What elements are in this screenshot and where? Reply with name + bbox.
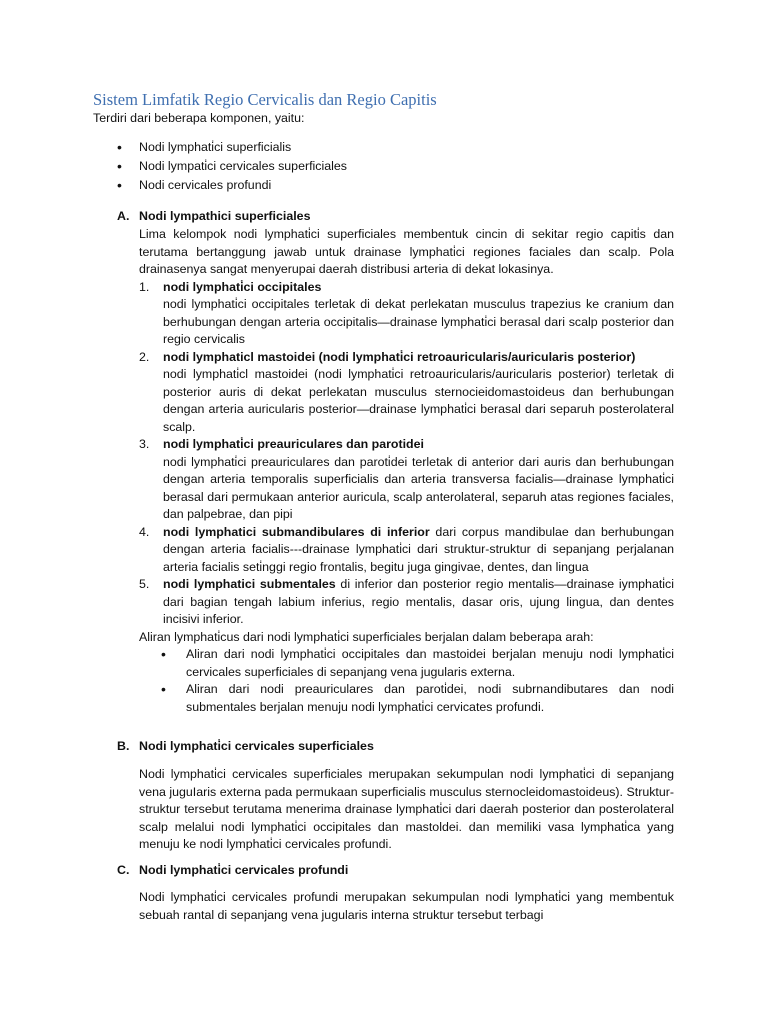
list-item [139, 576, 674, 629]
section-c-body [139, 889, 674, 924]
item-heading: nodi lymphati̇ci occipitales [163, 279, 322, 294]
flow-item: • Aliran dari nodi lymphati̇ci occipitales dan mastoidei berjalan menuju nodi lymphati̇ci cervicales superficiales di sepanjang vena jugularis externa. [139, 646, 674, 681]
item-text: dari corpus mandibulae dan berhubungan dengan arteria facialis---drainase lymphati̇ci dari struktur-struktur di sepanjang perjalanan arteria facialis seti̇nggi regio frontalis, begitu juga gingivae, dentes, dan lingua [163, 524, 674, 574]
component-item: • Nodi cervicales profundi [117, 176, 347, 195]
item-number: 1. [139, 279, 150, 294]
item-text: nodi lymphati̇ci preauriculares dan paroti̇dei terletak di anterior dari auris dan berhubungan dengan arteria temporalis superficialis dan arteria transversa facialis—drainase lymphati̇ci berasal dari permukaan anterior auricula, scalp anterolateral, separuh atas regiones faciales, dan palpebrae, dan pipi [163, 454, 674, 521]
component-item: • Nodi lympati̇ci cervicales superficiales [117, 157, 347, 176]
item-heading: nodi lymphaticl mastoidei (nodi lymphati̇ci retroauricularis/auricularis posterior) [163, 349, 636, 364]
item-text: nodi lymphati̇ci occipitales terletak di dekat perlekatan musculus trapezius ke cranium dan berhubungan dengan arteria occipitalis—drainase lymphati̇ci berasal dari scalp posterior dan regio cervicalis [163, 297, 674, 346]
component-list [117, 138, 347, 195]
section-letter: C. [117, 863, 130, 877]
list-item [139, 279, 674, 349]
section-c-heading [117, 862, 348, 879]
section-title: Nodi lympathici superficiales [139, 209, 311, 223]
item-number: 3. [139, 437, 150, 451]
section-a-body [139, 226, 674, 716]
section-a-heading [117, 208, 310, 225]
item-number: 5. [139, 577, 150, 591]
item-heading: nodi lymphatici submentales [163, 577, 336, 591]
item-number: 2. [139, 349, 150, 364]
flow-item: • Aliran dari nodi preauriculares dan paroti̇dei, nodi subrnandibutares dan nodi submentales berjalan menuju nodi lymphati̇ci cervicates profundi. [139, 681, 674, 716]
item-heading: nodi lymphati̇ci preauriculares dan parotidei [163, 437, 424, 451]
flow-intro: Aliran lymphati̇cus dari nodi lymphati̇ci superficiales berjalan dalam beberapa arah: [139, 629, 594, 644]
item-text: nodi lymphati̇cl mastoidei (nodi lymphati̇ci retroauricularis/auricularis posterior) terletak di posterior auris di dekat perlekatan musculus sternocieidomastoideus dan berhubungan dengan arteria auricularis posterior—drainase lymphati̇ci berasal dari separuh posterolateral scalp. [163, 367, 674, 434]
section-letter: B. [117, 739, 130, 753]
section-a-paragraph: Lima kelompok nodi lymphati̇ci superficiales membentuk cincin di sekitar regio capiti̇s dan terutama bertanggung jawab untuk drainase lymphati̇ci regiones faciales dan scalp. Pola drainasenya sangat menyerupai daerah distribusi arteria di dekat lokasinya. [139, 227, 674, 276]
section-c-paragraph: Nodi lymphati̇ci cervicales profundi merupakan sekumpulan nodi lymphati̇ci yang membentuk sebuah rantal di sepanjang vena jugularis interna struktur tersebut terbagi [139, 890, 674, 922]
section-b-paragraph: Nodi lymphati̇ci cervicales superficiales merupakan sekumpulan nodi lymphati̇ci di sepanjang vena juguIaris externa pada permukaan superficialis musculus sternocleidomastoideus). Struktur-struktur tersebut terutama menerima drainase lymphati̇ci dari daerah posterior dan posterolateral scalp melalui nodi lymphati̇ci occipitales dan mastoldei. dan memiliki vasa lymphati̇ca yang menuju ke nodi lymphati̇ci cervicales profundi. [139, 767, 674, 851]
section-letter: A. [117, 209, 130, 223]
intro-text: Terdiri dari beberapa komponen, yaitu: [93, 111, 305, 125]
section-title: Nodi lymphati̇ci cervicales profundi [139, 863, 349, 877]
section-b-heading [117, 738, 374, 755]
item-number: 4. [139, 524, 150, 539]
section-b-body [139, 766, 674, 854]
list-item [139, 436, 674, 524]
list-item [139, 524, 674, 577]
document-title: Sistem Limfatik Regio Cervicalis dan Regio Capitis [93, 90, 437, 109]
section-title: Nodi lymphati̇ci cervicales superficiales [139, 739, 374, 753]
item-heading: nodi lymphatici submandibulares di inferior [163, 524, 430, 539]
flow-list [139, 646, 674, 716]
list-item [139, 349, 674, 437]
lymph-node-group-list [139, 279, 674, 629]
component-item: • Nodi lymphati̇ci superficialis [117, 138, 347, 157]
item-text: di inferior dan posterior regio mentalis—drainase iymphati̇ci dari bagian tengah labium inferius, regio mentalis, dasar oris, ujung lingua, dan dentes incisivi inferior. [163, 577, 674, 626]
